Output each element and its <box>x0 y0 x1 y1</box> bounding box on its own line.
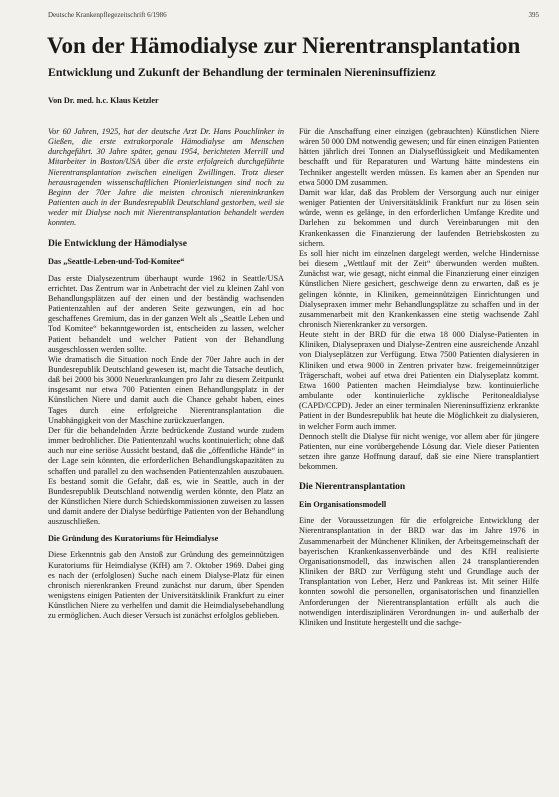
lead-paragraph: Vor 60 Jahren, 1925, hat der deutsche Arzt Dr. Hans Pouchlinker in Gießen, die erste extrakorporale Hämodialyse am Menschen durchgeführt. 30 Jahre später, genau 1954, berichteten Merrill und Mitarbeiter in Boston/USA über die erste erfolgreich durchgeführte Nierentransplantation zwischen eineiigen Zwillingen. Trotz dieser herausragenden wissenschaftlichen Pionierleistungen sind noch zu Beginn der 70er Jahre die meisten chronisch niereninkranken Patienten auch in der Bundesrepublik Deutschland gestorben, weil sie weder mit Dialyse noch mit Nierentransplantation behandelt werden konnten. <box>48 127 284 228</box>
article-subtitle: Entwicklung und Zukunft der Behandlung der terminalen Niereninsuffizienz <box>48 65 436 79</box>
section-heading-haemodialyse: Die Entwicklung der Hämodialyse <box>48 238 187 249</box>
paragraph: Es soll hier nicht im einzelnen dargelegt werden, welche Hindernisse bei diesem „Wettlauf mit der Zeit“ überwunden werden mußten. Zunächst war, wie gesagt, nicht einmal die Finanzierung einer einzigen Künstlichen Niere gesichert, geschweige denn zu erwarten, daß es je gelingen könnte, in Kliniken, gemeinnützigen Einrichtungen und Dialysepraxen immer mehr Behandlungsplätze zu schaffen und in der zusammenarbeit mit den Krankenkassen eine stetig wachsende Zahl chronisch Nierenkranker zu versorgen. <box>299 248 539 329</box>
subheading-kuratorium: Die Gründung des Kuratoriums für Heimdialyse <box>48 534 219 544</box>
author-byline: Von Dr. med. h.c. Klaus Ketzler <box>48 96 159 105</box>
paragraph: Für die Anschaffung einer einzigen (gebrauchten) Künstlichen Niere wären 50 000 DM notwendig gewesen; und für einen einzigen Patienten hätten jährlich drei Tonnen an Dialyseflüssigkeit und Medikamenten beschafft und für Reparaturen und Wartung hätte mindestens ein Techniker angestellt werden müssen. Es kamen aber an Spenden nur etwa 5000 DM zusammen. <box>299 127 539 187</box>
subheading-seattle: Das „Seattle-Leben-und-Tod-Komitee“ <box>48 256 185 266</box>
paragraph: Eine der Voraussetzungen für die erfolgreiche Entwicklung der Nierentransplantation in der BRD war das im Jahre 1976 in Zusammenarbeit der Münchener Kliniken, der Arbeitsgemeinschaft der bayerischen Krankenkassenverbände und des KfH realisierte Organisationsmodell, das inzwischen allen 24 transplantierenden Kliniken der BRD zur Verfügung steht und Grundlage auch der Transplantation von Leber, Herz und Pankreas ist. Mit seiner Hilfe konnten sowohl die personellen, organisatorischen und finanziellen Anforderungen der Nierentransplantation erfüllt als auch die notwendigen interdisziplinären Verordnungen in- und außerhalb der Kliniken und Institute hergestellt und die sachge- <box>299 516 539 627</box>
paragraph: Heute steht in der BRD für die etwa 18 000 Dialyse-Patienten in Kliniken, Dialysepraxen und Dialyse-Zentren eine ausreichende Anzahl von Dialyseplätzen zur Verfügung. Etwa 7500 Patienten dialysieren in Kliniken und etwa 9000 in Zentren privater bzw. freigemeinnütziger Trägerschaft, wobei auf etwa drei Patienten ein Dialyseplatz kommt. Etwa 1600 Patienten machen Heimdialyse bzw. kontinuierliche ambulante oder kontinuierliche zyklische Peritonealdialyse (CAPD/CCPD). Jeder an einer terminalen Niereninsuffizienz erkrankte Patient in der Bundesrepublik hat heute die Möglichkeit zu dialysieren, in welcher Form auch immer. <box>299 330 539 431</box>
running-head <box>48 10 539 20</box>
right-column <box>299 127 539 628</box>
paragraph: Diese Erkenntnis gab den Anstoß zur Gründung des gemeinnützigen Kuratoriums für Heimdialyse (KfH) am 7. Oktober 1969. Dabei ging es nach der (erfolglosen) Suche nach einem Dialyse-Platz für einen chronisch nierenkranken Freund zunächst nur darum, über Spenden wenigstens einigen Patienten der Universitätsklinik Frankfurt zu einer Künstlichen Niere zu verhelfen und damit die Heimdialysebehandlung zu ermöglichen. Auch dieser Versuch ist zunächst erfolglos geblieben. <box>48 550 284 621</box>
journal-name: Deutsche Krankenpflegezeitschrift 6/1986 <box>48 11 167 19</box>
section-heading-transplantation: Die Nierentransplantation <box>299 482 406 493</box>
left-column <box>48 127 284 622</box>
subheading-organisationsmodell: Ein Organisationsmodell <box>299 500 387 510</box>
paragraph: Der für die behandelnden Ärzte bedrückende Zustand wurde zudem immer bedrohlicher. Die Patientenzahl wuchs kontinuierlich; ohne daß auch nur eine seriöse Aussicht bestand, daß die „öffentliche Hände“ in der Lage sein könnten, die erforderlichen Behandlungskapazitäten zu schaffen und parallel zu den wachsenden Patientenzahlen auszubauen. Es bestand somit die Gefahr, daß es, wie in Seattle, auch in der Bundesrepublik Deutschland notwendig werden könnte, den Platz an der Künstlichen Niere durch Schiedskommissionen zuweisen zu lassen und damit andere der Dialyse bedürftige Patienten von der Behandlung auszuschließen. <box>48 425 284 527</box>
paragraph: Dennoch stellt die Dialyse für nicht wenige, vor allem aber für jüngere Patienten, nur eine vorübergehende Lösung dar. Viele dieser Patienten setzen ihre ganze Hoffnung darauf, daß sie eine Niere transplantiert bekommen. <box>299 431 539 472</box>
paragraph: Wie dramatisch die Situation noch Ende der 70er Jahre auch in der Bundesrepublik Deutschland gewesen ist, macht die Tatsache deutlich, daß bei 2000 bis 3000 Neuerkrankungen pro Jahr zu diesem Zeitpunkt insgesamt nur etwa 700 Patienten einen Behandlungsplatz in der Künstlichen Niere und damit auch die Chance gehabt haben, eines Tages durch eine erfolgreiche Nierentransplantation die Unabhängigkeit von der Maschine zurückzuerlangen. <box>48 354 284 425</box>
paragraph: Das erste Dialysezentrum überhaupt wurde 1962 in Seattle/USA errichtet. Das Zentrum war in Anbetracht der viel zu kleinen Zahl von Behandlungsplätzen auf der einen und der beständig wachsenden Patientenzahlen auf der anderen Seite gezwungen, ein ad hoc geschaffenes Gremium, das in der ganzen Welt als „Seattle Leben und Tod Komitee“ bekanntgeworden ist, entscheiden zu lassen, welcher Patient behandelt und welcher Patient von der Behandlung ausgeschlossen werden sollte. <box>48 273 284 354</box>
paragraph: Damit war klar, daß das Problem der Versorgung auch nur einiger weniger Patienten der Universitätsklinik Frankfurt nur zu lösen sein würde, wenn es gelänge, in den erforderlichen Umfange Kredite und Darlehen zu bekommen und durch Vereinbarungen mit den Krankenkassen die Finanzierung der laufenden Betriebskosten zu sichern. <box>299 187 539 248</box>
page-number: 395 <box>528 11 539 19</box>
article-title: Von der Hämodialyse zur Nierentransplantation <box>47 33 521 58</box>
